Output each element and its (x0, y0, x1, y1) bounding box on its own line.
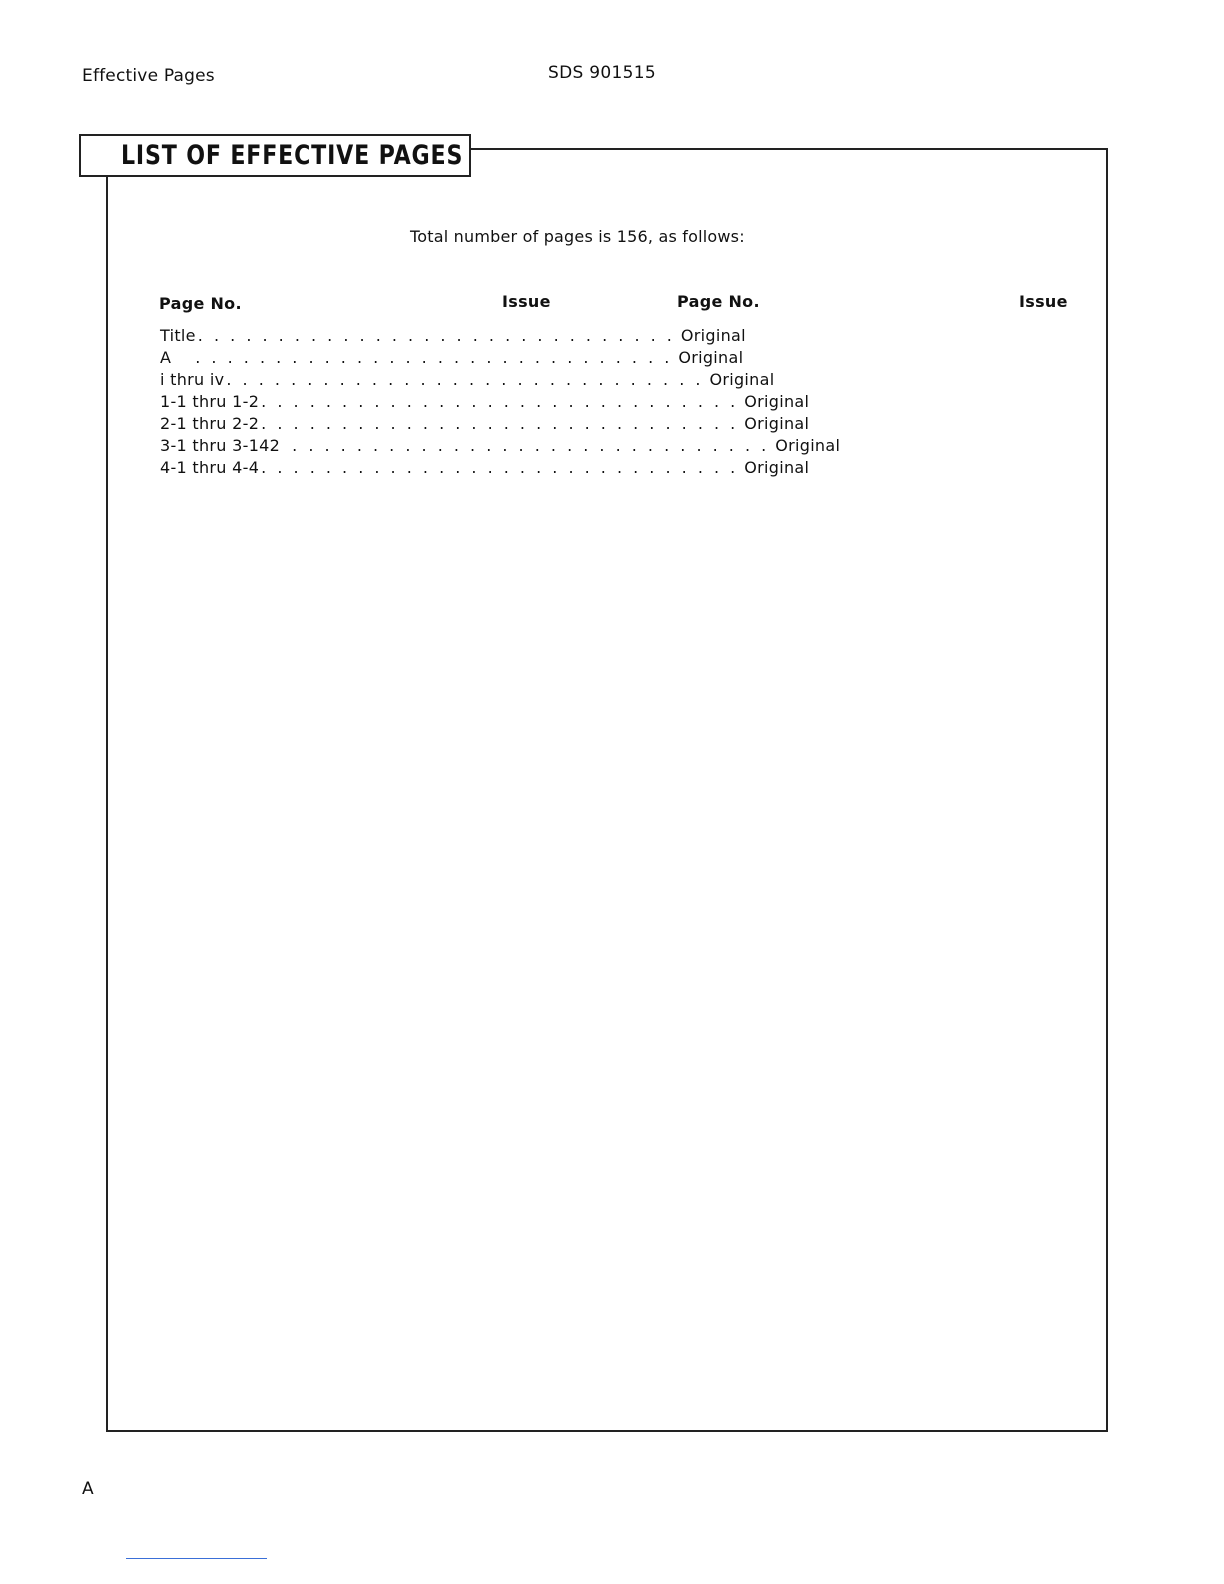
entry-page-no: 1-1 thru 1-2 (160, 392, 260, 411)
column-header-issue-right: Issue (1019, 292, 1068, 311)
entry-page-no: 3-1 thru 3-142 (160, 436, 281, 455)
dot-leader: . . . . . . . . . . . . . . . . . . . . . . . . . . . . . . (261, 458, 739, 477)
title-box (79, 134, 471, 177)
entry-issue: Original (775, 436, 841, 455)
dot-leader: . . . . . . . . . . . . . . . . . . . . . . . . . . . . . . (226, 370, 704, 389)
page-count-summary: Total number of pages is 156, as follows: (410, 227, 745, 246)
list-item (160, 392, 810, 414)
dot-leader: . . . . . . . . . . . . . . . . . . . . . . . . . . . . . . (292, 436, 770, 455)
list-item (160, 326, 746, 348)
entry-page-no: Title (160, 326, 196, 345)
entry-page-no: 2-1 thru 2-2 (160, 414, 260, 433)
list-item (160, 370, 775, 392)
entry-page-no: i thru iv (160, 370, 225, 389)
entry-issue: Original (680, 326, 746, 345)
document-number: SDS 901515 (548, 63, 656, 83)
column-header-page-no-right: Page No. (677, 292, 760, 311)
list-item (160, 348, 744, 370)
entry-page-no: A (160, 348, 172, 367)
entry-issue: Original (744, 414, 810, 433)
entry-issue: Original (678, 348, 744, 367)
list-item (160, 414, 810, 436)
dot-leader: . . . . . . . . . . . . . . . . . . . . . . . . . . . . . . (261, 414, 739, 433)
column-header-page-no-left: Page No. (159, 294, 242, 313)
entry-issue: Original (744, 392, 810, 411)
page-title: LIST OF EFFECTIVE PAGES (121, 140, 464, 171)
dot-leader: . . . . . . . . . . . . . . . . . . . . . . . . . . . . . . (195, 348, 673, 367)
dot-leader: . . . . . . . . . . . . . . . . . . . . . . . . . . . . . . (197, 326, 675, 345)
entry-issue: Original (744, 458, 810, 477)
footer-link-underline (126, 1558, 267, 1559)
dot-leader: . . . . . . . . . . . . . . . . . . . . . . . . . . . . . . (261, 392, 739, 411)
running-head-section: Effective Pages (82, 66, 215, 86)
page-folio: A (82, 1479, 94, 1499)
list-item (160, 458, 810, 480)
entry-issue: Original (709, 370, 775, 389)
column-header-issue-left: Issue (502, 292, 551, 311)
effective-pages-list (160, 326, 841, 480)
list-item (160, 436, 841, 458)
entry-page-no: 4-1 thru 4-4 (160, 458, 260, 477)
